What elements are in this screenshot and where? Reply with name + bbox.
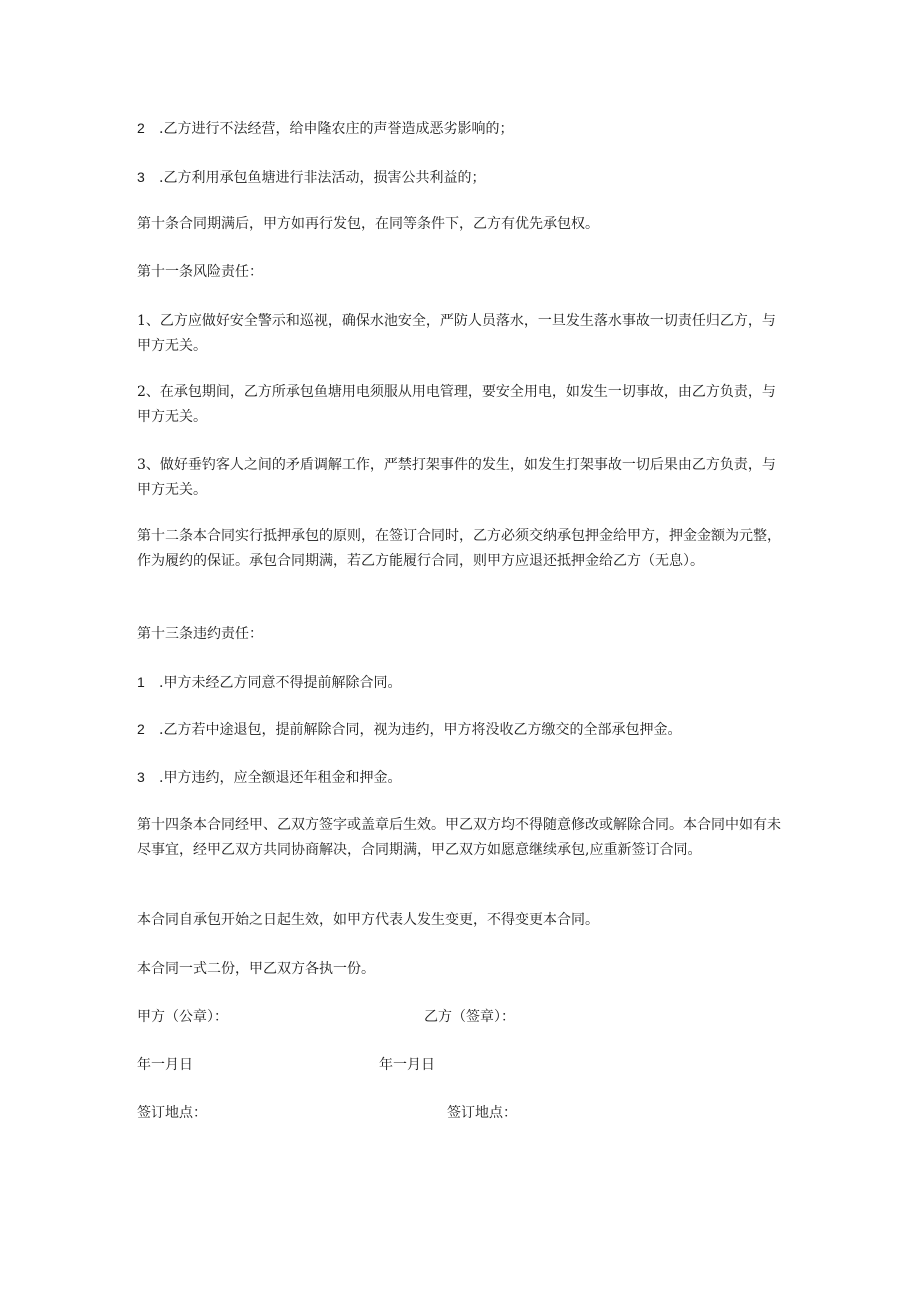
article-13-title: 第十三条违约责任：: [137, 626, 263, 642]
clause-item-2: [137, 116, 787, 142]
article-10: 第十条合同期满后，甲方如再行发包，在同等条件下，乙方有优先承包权。: [137, 216, 599, 232]
copies-clause: 本合同一式二份，甲乙双方各执一份。: [137, 961, 375, 977]
clause-item-3: [137, 165, 787, 191]
risk-item-2: 2、在承包期间，乙方所承包鱼塘用电须服从用电管理，要安全用电，如发生一切事故，由乙方负责，与甲方无关。: [137, 384, 776, 425]
effective-clause: 本合同自承包开始之日起生效，如甲方代表人发生变更，不得变更本合同。: [137, 912, 599, 928]
party-a-date: 年一月日: [137, 1057, 193, 1073]
breach-item-1: [137, 670, 787, 696]
item-number: 2: [137, 721, 145, 737]
item-number: 3: [137, 169, 145, 185]
item-text: .乙方若中途退包，提前解除合同，视为违约，甲方将没收乙方缴交的全部承包押金。: [159, 722, 682, 738]
party-b-place: 签订地点：: [447, 1105, 517, 1121]
article-11-title: 第十一条风险责任：: [137, 264, 263, 280]
breach-item-3: [137, 765, 787, 791]
item-number: 1: [137, 674, 145, 690]
item-text: .甲方未经乙方同意不得提前解除合同。: [159, 675, 402, 691]
party-b-date: 年一月日: [379, 1057, 435, 1073]
article-12: 第十二条本合同实行抵押承包的原则，在签订合同时，乙方必须交纳承包押金给甲方，押金金额为元整，作为履约的保证。承包合同期满，若乙方能履行合同，则甲方应退还抵押金给乙方（无息）。: [137, 528, 781, 569]
article-14: 第十四条本合同经甲、乙双方签字或盖章后生效。甲乙双方均不得随意修改或解除合同。本合同中如有未尽事宜，经甲乙双方共同协商解决，合同期满，甲乙双方如愿意继续承包,应重新签订合同。: [137, 817, 781, 858]
breach-item-2: [137, 717, 787, 743]
risk-item-1: 1、乙方应做好安全警示和巡视，确保水池安全，严防人员落水，一旦发生落水事故一切责任归乙方，与甲方无关。: [137, 313, 776, 354]
item-number: 3: [137, 769, 145, 785]
item-text: .乙方进行不法经营，给申隆农庄的声誉造成恶劣影响的；: [159, 121, 514, 137]
item-number: 2: [137, 120, 145, 136]
party-a-seal-label: 甲方（公章）：: [137, 1009, 228, 1025]
party-a-place: 签订地点：: [137, 1105, 207, 1121]
item-text: .甲方违约，应全额退还年租金和押金。: [159, 770, 402, 786]
item-text: .乙方利用承包鱼塘进行非法活动，损害公共利益的；: [159, 170, 486, 186]
party-b-seal-label: 乙方（签章）：: [424, 1009, 515, 1025]
risk-item-3: 3、做好垂钓客人之间的矛盾调解工作，严禁打架事件的发生，如发生打架事故一切后果由乙方负责，与甲方无关。: [137, 457, 776, 498]
